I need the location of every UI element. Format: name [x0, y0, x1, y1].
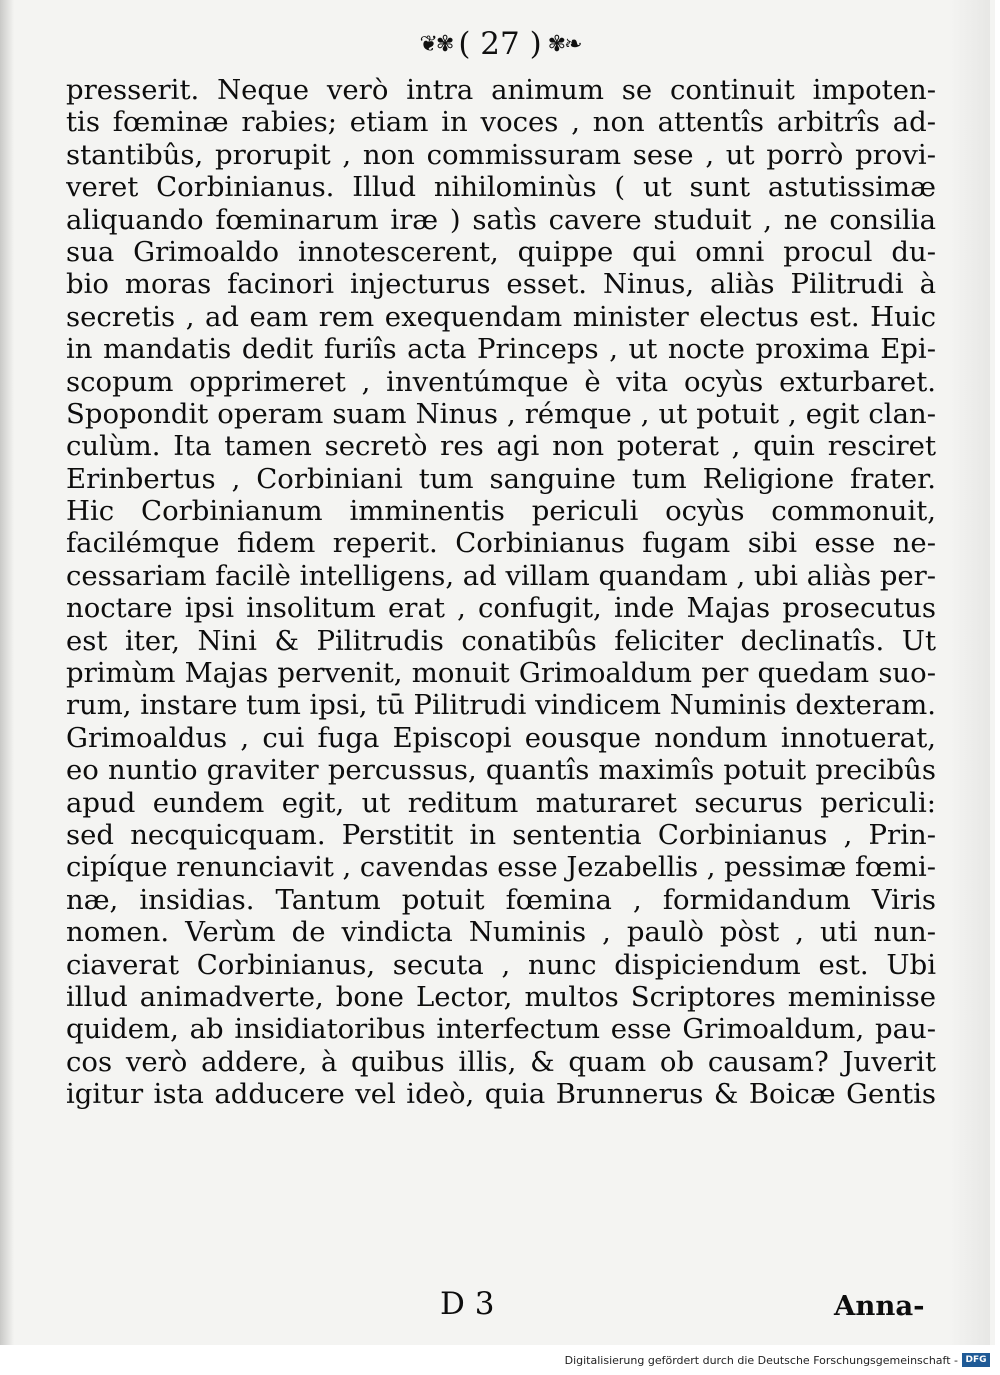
text-line: quidem, ab insidiatoribus interfectum esse Grimoaldum, pau- — [66, 1013, 936, 1046]
body-text — [66, 74, 936, 1111]
page-shadow-right — [950, 0, 990, 1345]
page-header — [0, 26, 1000, 62]
digitization-footer — [0, 1352, 1000, 1375]
text-line: eo nuntio graviter percussus, quantîs maximîs potuit precibûs — [66, 754, 936, 787]
text-line: illud animadverte, bone Lector, multos Scriptores meminisse — [66, 980, 936, 1013]
text-line: cos verò addere, à quibus illis, & quam ob causam? Juverit — [66, 1045, 936, 1078]
text-line: igitur ista adducere vel ideò, quia Brunnerus & Boicæ Gentis — [66, 1078, 936, 1111]
text-line: Spopondit operam suam Ninus , rémque , ut potuit , egit clan- — [66, 397, 936, 430]
funding-credit: Digitalisierung gefördert durch die Deutsche Forschungsgemeinschaft - — [564, 1354, 958, 1367]
text-line: apud eundem egit, ut reditum maturaret securus periculi: — [66, 786, 936, 819]
page-shadow-left — [0, 0, 14, 1345]
text-line: Hic Corbinianum imminentis periculi ocyùs commonuit, — [66, 495, 936, 528]
text-line: nomen. Verùm de vindicta Numinis , paulò pòst , uti nun- — [66, 916, 936, 949]
text-line: facilémque fidem reperit. Corbinianus fugam sibi esse ne- — [66, 527, 936, 560]
text-line: bio moras facinori injecturus esset. Ninus, aliàs Pilitrudi à — [66, 268, 936, 301]
text-line: veret Corbinianus. Illud nihilominùs ( ut sunt astutissimæ — [66, 171, 936, 204]
text-line: tis fœminæ rabies; etiam in voces , non attentîs arbitrîs ad- — [66, 106, 936, 139]
text-line: cessariam facilè intelligens, ad villam quandam , ubi aliàs per- — [66, 559, 936, 592]
text-line: Erinbertus , Corbiniani tum sanguine tum Religione frater. — [66, 462, 936, 495]
catchword: Anna- — [834, 1290, 925, 1322]
text-line: sed necquicquam. Perstitit in sententia Corbinianus , Prin- — [66, 818, 936, 851]
text-line: stantibûs, prorupit , non commissuram sese , ut porrò provi- — [66, 138, 936, 171]
text-line: næ, insidias. Tantum potuit fœmina , formidandum Viris — [66, 883, 936, 916]
text-line: noctare ipsi insolitum erat , confugit, inde Majas prosecutus — [66, 592, 936, 625]
ornament-right-icon: ✾❧ — [547, 31, 581, 57]
text-line: Grimoaldus , cui fuga Episcopi eousque nondum innotuerat, — [66, 721, 936, 754]
text-line: culùm. Ita tamen secretò res agi non poterat , quin resciret — [66, 430, 936, 463]
text-line: aliquando fœminarum iræ ) satìs cavere studuit , ne consilia — [66, 203, 936, 236]
text-line: rum, instare tum ipsi, tū Pilitrudi vindicem Numinis dexteram. — [66, 689, 936, 722]
page-number: ( 27 ) — [458, 26, 542, 62]
text-line: primùm Majas pervenit, monuit Grimoaldum per quedam suo- — [66, 657, 936, 690]
text-line: scopum opprimeret , inventúmque è vita ocyùs exturbaret. — [66, 365, 936, 398]
text-line: secretis , ad eam rem exequendam minister electus est. Huic — [66, 300, 936, 333]
ornament-left-icon: ❦✾ — [419, 31, 453, 57]
text-line: sua Grimoaldo innotescerent, quippe qui omni procul du- — [66, 235, 936, 268]
text-line: in mandatis dedit furiîs acta Princeps , ut nocte proxima Epi- — [66, 333, 936, 366]
text-line: ciaverat Corbinianus, secuta , nunc dispiciendum est. Ubi — [66, 948, 936, 981]
dfg-logo-icon: DFG — [962, 1353, 990, 1367]
text-line: cipíque renunciavit , cavendas esse Jezabellis , pessimæ fœmi- — [66, 851, 936, 884]
signature-mark: D 3 — [440, 1286, 495, 1322]
text-line: est iter, Nini & Pilitrudis conatibûs feliciter declinatîs. Ut — [66, 624, 936, 657]
text-line: presserit. Neque verò intra animum se continuit impoten- — [66, 74, 936, 106]
